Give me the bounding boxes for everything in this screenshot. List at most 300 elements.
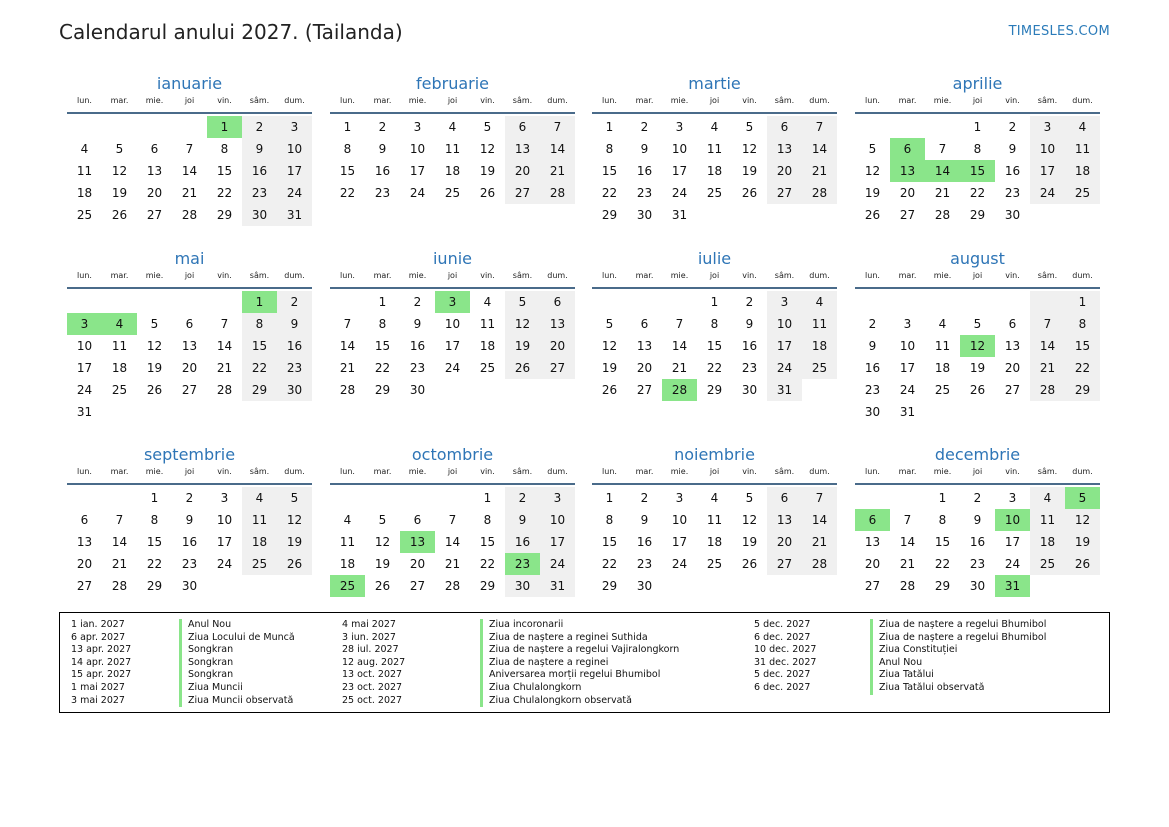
day-cell: 7 <box>802 487 837 509</box>
day-cell: 16 <box>636 535 653 549</box>
weekday-label: lun. <box>602 467 617 476</box>
day-cell: 11 <box>802 313 837 335</box>
day-cell: 8 <box>1065 313 1100 335</box>
day-cell: 27 <box>864 579 881 593</box>
month-mai <box>67 249 312 423</box>
day-cell: 22 <box>216 186 233 200</box>
day-cell: 29 <box>479 579 496 593</box>
day-cell: 15 <box>934 535 951 549</box>
holiday-date: 6 apr. 2027 <box>71 631 126 643</box>
day-cell: 18 <box>111 361 128 375</box>
weekday-label: vin. <box>742 467 757 476</box>
day-cell: 29 <box>601 208 618 222</box>
day-cell: 17 <box>671 535 688 549</box>
day-cell: 22 <box>339 186 356 200</box>
day-cell: 26 <box>1065 553 1100 575</box>
day-cell: 9 <box>868 339 877 353</box>
day-cell: 25 <box>444 186 461 200</box>
day-cell: 9 <box>378 142 387 156</box>
day-cell: 20 <box>76 557 93 571</box>
weekday-label: joi <box>184 467 195 476</box>
day-cell: 15 <box>374 339 391 353</box>
weekday-label: mie. <box>933 271 952 280</box>
weekday-label: mie. <box>145 96 164 105</box>
day-cell: 25 <box>111 383 128 397</box>
day-cell: 14 <box>1030 335 1065 357</box>
day-cell: 27 <box>409 579 426 593</box>
day-cell: 3 <box>1008 491 1017 505</box>
weekday-label: sâm. <box>512 96 533 105</box>
weekday-label: mar. <box>373 96 392 105</box>
day-cell: 7 <box>540 116 575 138</box>
holiday-day-cell: 6 <box>855 509 890 531</box>
day-cell: 16 <box>409 339 426 353</box>
weekday-label: mie. <box>145 467 164 476</box>
month-title: martie <box>688 74 741 93</box>
day-cell: 17 <box>671 164 688 178</box>
day-cell: 6 <box>80 513 89 527</box>
day-cell: 13 <box>505 138 540 160</box>
day-cell: 28 <box>802 553 837 575</box>
day-cell: 9 <box>242 138 277 160</box>
day-cell: 28 <box>181 208 198 222</box>
day-cell: 1 <box>378 295 387 309</box>
day-cell: 18 <box>479 339 496 353</box>
empty-cell <box>67 487 102 509</box>
day-cell: 27 <box>767 182 802 204</box>
day-grid <box>855 114 1100 226</box>
day-cell: 22 <box>969 186 986 200</box>
empty-cell <box>627 291 662 313</box>
weekday-header <box>592 96 837 114</box>
day-cell: 29 <box>146 579 163 593</box>
day-cell: 8 <box>938 513 947 527</box>
weekday-label: joi <box>184 271 195 280</box>
day-cell: 14 <box>181 164 198 178</box>
day-cell: 11 <box>706 142 723 156</box>
day-cell: 17 <box>540 531 575 553</box>
day-cell: 10 <box>409 142 426 156</box>
day-cell: 24 <box>1004 557 1021 571</box>
day-cell: 9 <box>640 142 649 156</box>
weekday-label: mie. <box>670 467 689 476</box>
day-cell: 13 <box>1004 339 1021 353</box>
holiday-date: 15 apr. 2027 <box>71 669 132 681</box>
day-cell: 15 <box>216 164 233 178</box>
day-cell: 11 <box>1030 509 1065 531</box>
day-cell: 23 <box>374 186 391 200</box>
day-cell: 6 <box>540 291 575 313</box>
day-cell: 6 <box>640 317 649 331</box>
page-title: Calendarul anului 2027. (Tailanda) <box>59 20 403 44</box>
day-cell: 23 <box>242 182 277 204</box>
holiday-day-cell: 25 <box>330 575 365 597</box>
month-octombrie <box>330 445 575 597</box>
weekday-label: dum. <box>809 271 830 280</box>
day-cell: 29 <box>374 383 391 397</box>
day-cell: 10 <box>540 509 575 531</box>
day-cell: 16 <box>505 531 540 553</box>
day-cell: 30 <box>864 405 881 419</box>
day-cell: 22 <box>374 361 391 375</box>
holiday-name: Ziua Tatălui <box>870 669 1046 682</box>
holiday-day-cell: 14 <box>925 160 960 182</box>
weekday-label: sâm. <box>774 96 795 105</box>
day-cell: 8 <box>973 142 982 156</box>
day-cell: 16 <box>1004 164 1021 178</box>
holiday-date: 28 iul. 2027 <box>342 644 399 656</box>
day-cell: 25 <box>706 557 723 571</box>
holiday-date: 1 mai 2027 <box>71 681 125 693</box>
day-cell: 31 <box>899 405 916 419</box>
month-august <box>855 249 1100 423</box>
weekday-label: vin. <box>217 271 232 280</box>
day-cell: 21 <box>1030 357 1065 379</box>
day-cell: 10 <box>216 513 233 527</box>
holiday-date: 5 dec. 2027 <box>754 669 811 681</box>
weekday-label: joi <box>709 96 720 105</box>
day-cell: 27 <box>767 553 802 575</box>
day-cell: 11 <box>706 513 723 527</box>
day-cell: 25 <box>934 383 951 397</box>
day-cell: 23 <box>1004 186 1021 200</box>
day-cell: 29 <box>934 579 951 593</box>
day-cell: 5 <box>378 513 387 527</box>
day-cell: 6 <box>767 116 802 138</box>
day-cell: 5 <box>277 487 312 509</box>
weekday-label: dum. <box>1072 271 1093 280</box>
day-cell: 12 <box>1065 509 1100 531</box>
day-cell: 12 <box>741 513 758 527</box>
day-cell: 26 <box>146 383 163 397</box>
day-cell: 19 <box>969 361 986 375</box>
day-cell: 3 <box>767 291 802 313</box>
weekday-label: sâm. <box>512 467 533 476</box>
day-cell: 17 <box>1004 535 1021 549</box>
weekday-label: mie. <box>933 96 952 105</box>
weekday-label: mar. <box>898 271 917 280</box>
day-cell: 19 <box>277 531 312 553</box>
day-cell: 4 <box>802 291 837 313</box>
day-cell: 27 <box>540 357 575 379</box>
day-cell: 30 <box>741 383 758 397</box>
weekday-label: mar. <box>110 96 129 105</box>
day-cell: 5 <box>505 291 540 313</box>
day-cell: 11 <box>111 339 128 353</box>
day-cell: 4 <box>483 295 492 309</box>
day-cell: 20 <box>540 335 575 357</box>
day-cell: 11 <box>479 317 496 331</box>
weekday-label: vin. <box>1005 96 1020 105</box>
day-cell: 11 <box>76 164 93 178</box>
day-cell: 26 <box>601 383 618 397</box>
day-cell: 1 <box>343 120 352 134</box>
weekday-label: mar. <box>110 467 129 476</box>
day-cell: 10 <box>899 339 916 353</box>
month-februarie <box>330 74 575 204</box>
day-cell: 10 <box>76 339 93 353</box>
day-cell: 16 <box>242 160 277 182</box>
day-cell: 27 <box>181 383 198 397</box>
weekday-label: joi <box>972 96 983 105</box>
day-cell: 2 <box>640 491 649 505</box>
weekday-header <box>855 96 1100 114</box>
day-cell: 5 <box>483 120 492 134</box>
day-cell: 10 <box>671 142 688 156</box>
holiday-name: Ziua Muncii observată <box>179 695 295 708</box>
day-cell: 4 <box>1030 487 1065 509</box>
weekday-label: sâm. <box>774 271 795 280</box>
holiday-day-cell: 1 <box>242 291 277 313</box>
day-cell: 5 <box>150 317 159 331</box>
weekday-label: dum. <box>1072 467 1093 476</box>
day-cell: 25 <box>1030 553 1065 575</box>
holiday-day-cell: 1 <box>207 116 242 138</box>
day-cell: 18 <box>242 531 277 553</box>
day-cell: 19 <box>374 557 391 571</box>
weekday-label: lun. <box>865 96 880 105</box>
holiday-name: Ziua de naștere a regelui Bhumibol <box>870 619 1046 632</box>
holiday-date: 12 aug. 2027 <box>342 656 406 668</box>
day-grid <box>855 289 1100 423</box>
empty-cell <box>137 291 172 313</box>
empty-cell <box>102 291 137 313</box>
day-cell: 26 <box>741 557 758 571</box>
day-cell: 4 <box>938 317 947 331</box>
holiday-name: Songkran <box>179 669 295 682</box>
weekday-label: joi <box>972 467 983 476</box>
weekday-label: lun. <box>340 96 355 105</box>
holiday-name: Ziua Locului de Muncă <box>179 632 295 645</box>
day-cell: 20 <box>1004 361 1021 375</box>
day-cell: 26 <box>374 579 391 593</box>
day-cell: 25 <box>479 361 496 375</box>
weekday-label: mar. <box>373 271 392 280</box>
month-title: octombrie <box>411 445 494 464</box>
empty-cell <box>365 487 400 509</box>
day-cell: 29 <box>706 383 723 397</box>
empty-cell <box>102 116 137 138</box>
weekday-label: joi <box>447 271 458 280</box>
day-cell: 27 <box>146 208 163 222</box>
weekday-header <box>330 96 575 114</box>
holiday-name: Ziua Chulalongkorn observată <box>480 695 679 708</box>
day-cell: 13 <box>181 339 198 353</box>
month-iulie <box>592 249 837 401</box>
day-cell: 12 <box>864 164 881 178</box>
day-cell: 29 <box>969 208 986 222</box>
weekday-label: mie. <box>670 96 689 105</box>
month-iunie <box>330 249 575 401</box>
weekday-label: sâm. <box>512 271 533 280</box>
day-cell: 6 <box>150 142 159 156</box>
day-cell: 14 <box>802 138 837 160</box>
day-cell: 28 <box>802 182 837 204</box>
weekday-label: mar. <box>635 271 654 280</box>
day-cell: 18 <box>706 535 723 549</box>
day-cell: 14 <box>802 509 837 531</box>
day-cell: 25 <box>1065 182 1100 204</box>
day-cell: 19 <box>601 361 618 375</box>
day-cell: 15 <box>706 339 723 353</box>
holiday-name: Ziua Tatălui observată <box>870 682 1046 695</box>
day-cell: 21 <box>802 160 837 182</box>
day-cell: 12 <box>741 142 758 156</box>
holiday-date: 31 dec. 2027 <box>754 656 817 668</box>
weekday-label: vin. <box>217 96 232 105</box>
day-cell: 26 <box>741 186 758 200</box>
day-grid <box>67 114 312 226</box>
day-cell: 19 <box>111 186 128 200</box>
day-cell: 4 <box>710 491 719 505</box>
weekday-label: sâm. <box>249 96 270 105</box>
day-cell: 15 <box>601 535 618 549</box>
day-cell: 24 <box>444 361 461 375</box>
weekday-header <box>330 467 575 485</box>
day-cell: 7 <box>185 142 194 156</box>
day-cell: 6 <box>1008 317 1017 331</box>
day-cell: 13 <box>76 535 93 549</box>
day-cell: 9 <box>1008 142 1017 156</box>
day-cell: 9 <box>505 509 540 531</box>
day-cell: 6 <box>413 513 422 527</box>
weekday-label: joi <box>447 96 458 105</box>
day-cell: 24 <box>277 182 312 204</box>
day-cell: 28 <box>339 383 356 397</box>
day-cell: 1 <box>150 491 159 505</box>
month-septembrie <box>67 445 312 597</box>
weekday-label: mie. <box>670 271 689 280</box>
day-cell: 31 <box>277 204 312 226</box>
day-cell: 7 <box>938 142 947 156</box>
holiday-name: Ziua de naștere a reginei Suthida <box>480 632 679 645</box>
day-cell: 8 <box>378 317 387 331</box>
month-ianuarie <box>67 74 312 226</box>
day-cell: 18 <box>1065 160 1100 182</box>
empty-cell <box>855 291 890 313</box>
holiday-day-cell: 4 <box>102 313 137 335</box>
empty-cell <box>172 291 207 313</box>
day-cell: 20 <box>636 361 653 375</box>
day-cell: 27 <box>1004 383 1021 397</box>
day-cell: 30 <box>969 579 986 593</box>
weekday-label: mar. <box>635 467 654 476</box>
day-cell: 31 <box>767 379 802 401</box>
weekday-label: dum. <box>547 96 568 105</box>
empty-cell <box>207 291 242 313</box>
day-cell: 12 <box>479 142 496 156</box>
day-cell: 21 <box>339 361 356 375</box>
day-cell: 19 <box>741 164 758 178</box>
day-cell: 27 <box>899 208 916 222</box>
day-cell: 28 <box>216 383 233 397</box>
day-cell: 5 <box>868 142 877 156</box>
day-cell: 3 <box>220 491 229 505</box>
day-cell: 23 <box>864 383 881 397</box>
day-cell: 19 <box>505 335 540 357</box>
holiday-name: Ziua de naștere a reginei <box>480 657 679 670</box>
holiday-date: 5 dec. 2027 <box>754 619 811 630</box>
day-cell: 8 <box>150 513 159 527</box>
day-cell: 22 <box>1065 357 1100 379</box>
day-grid <box>592 289 837 401</box>
day-cell: 19 <box>146 361 163 375</box>
day-cell: 23 <box>636 557 653 571</box>
day-cell: 12 <box>601 339 618 353</box>
day-cell: 18 <box>934 361 951 375</box>
weekday-label: lun. <box>602 96 617 105</box>
day-cell: 18 <box>1030 531 1065 553</box>
day-cell: 1 <box>605 120 614 134</box>
day-cell: 12 <box>505 313 540 335</box>
day-cell: 1 <box>710 295 719 309</box>
empty-cell <box>330 291 365 313</box>
day-cell: 13 <box>146 164 163 178</box>
day-cell: 31 <box>671 208 688 222</box>
day-cell: 25 <box>706 186 723 200</box>
day-cell: 16 <box>741 339 758 353</box>
day-cell: 16 <box>864 361 881 375</box>
brand-link[interactable]: TIMESLES.COM <box>1008 24 1110 39</box>
day-grid <box>330 289 575 401</box>
day-cell: 2 <box>378 120 387 134</box>
day-cell: 7 <box>903 513 912 527</box>
weekday-label: dum. <box>284 96 305 105</box>
day-cell: 18 <box>76 186 93 200</box>
day-cell: 27 <box>76 579 93 593</box>
empty-cell <box>435 487 470 509</box>
day-grid <box>330 485 575 597</box>
day-cell: 5 <box>745 120 754 134</box>
day-cell: 1 <box>938 491 947 505</box>
day-cell: 10 <box>444 317 461 331</box>
day-cell: 17 <box>444 339 461 353</box>
day-cell: 17 <box>277 160 312 182</box>
day-cell: 2 <box>973 491 982 505</box>
weekday-label: lun. <box>865 271 880 280</box>
day-grid <box>330 114 575 204</box>
weekday-label: mie. <box>408 271 427 280</box>
day-cell: 25 <box>242 553 277 575</box>
day-cell: 2 <box>640 120 649 134</box>
day-cell: 30 <box>505 575 540 597</box>
day-cell: 8 <box>242 313 277 335</box>
weekday-label: lun. <box>77 467 92 476</box>
day-cell: 23 <box>277 357 312 379</box>
day-cell: 21 <box>802 531 837 553</box>
day-cell: 15 <box>339 164 356 178</box>
day-cell: 13 <box>540 313 575 335</box>
holiday-day-cell: 12 <box>960 335 995 357</box>
day-cell: 19 <box>479 164 496 178</box>
day-cell: 12 <box>277 509 312 531</box>
day-cell: 17 <box>409 164 426 178</box>
day-cell: 3 <box>540 487 575 509</box>
day-cell: 11 <box>1065 138 1100 160</box>
day-cell: 4 <box>710 120 719 134</box>
weekday-label: vin. <box>480 467 495 476</box>
day-cell: 22 <box>601 557 618 571</box>
weekday-label: joi <box>447 467 458 476</box>
day-cell: 7 <box>802 116 837 138</box>
day-grid <box>592 114 837 226</box>
day-cell: 16 <box>636 164 653 178</box>
holiday-day-cell: 15 <box>960 160 995 182</box>
weekday-label: mie. <box>933 467 952 476</box>
day-cell: 20 <box>767 160 802 182</box>
day-cell: 31 <box>540 575 575 597</box>
day-cell: 6 <box>185 317 194 331</box>
